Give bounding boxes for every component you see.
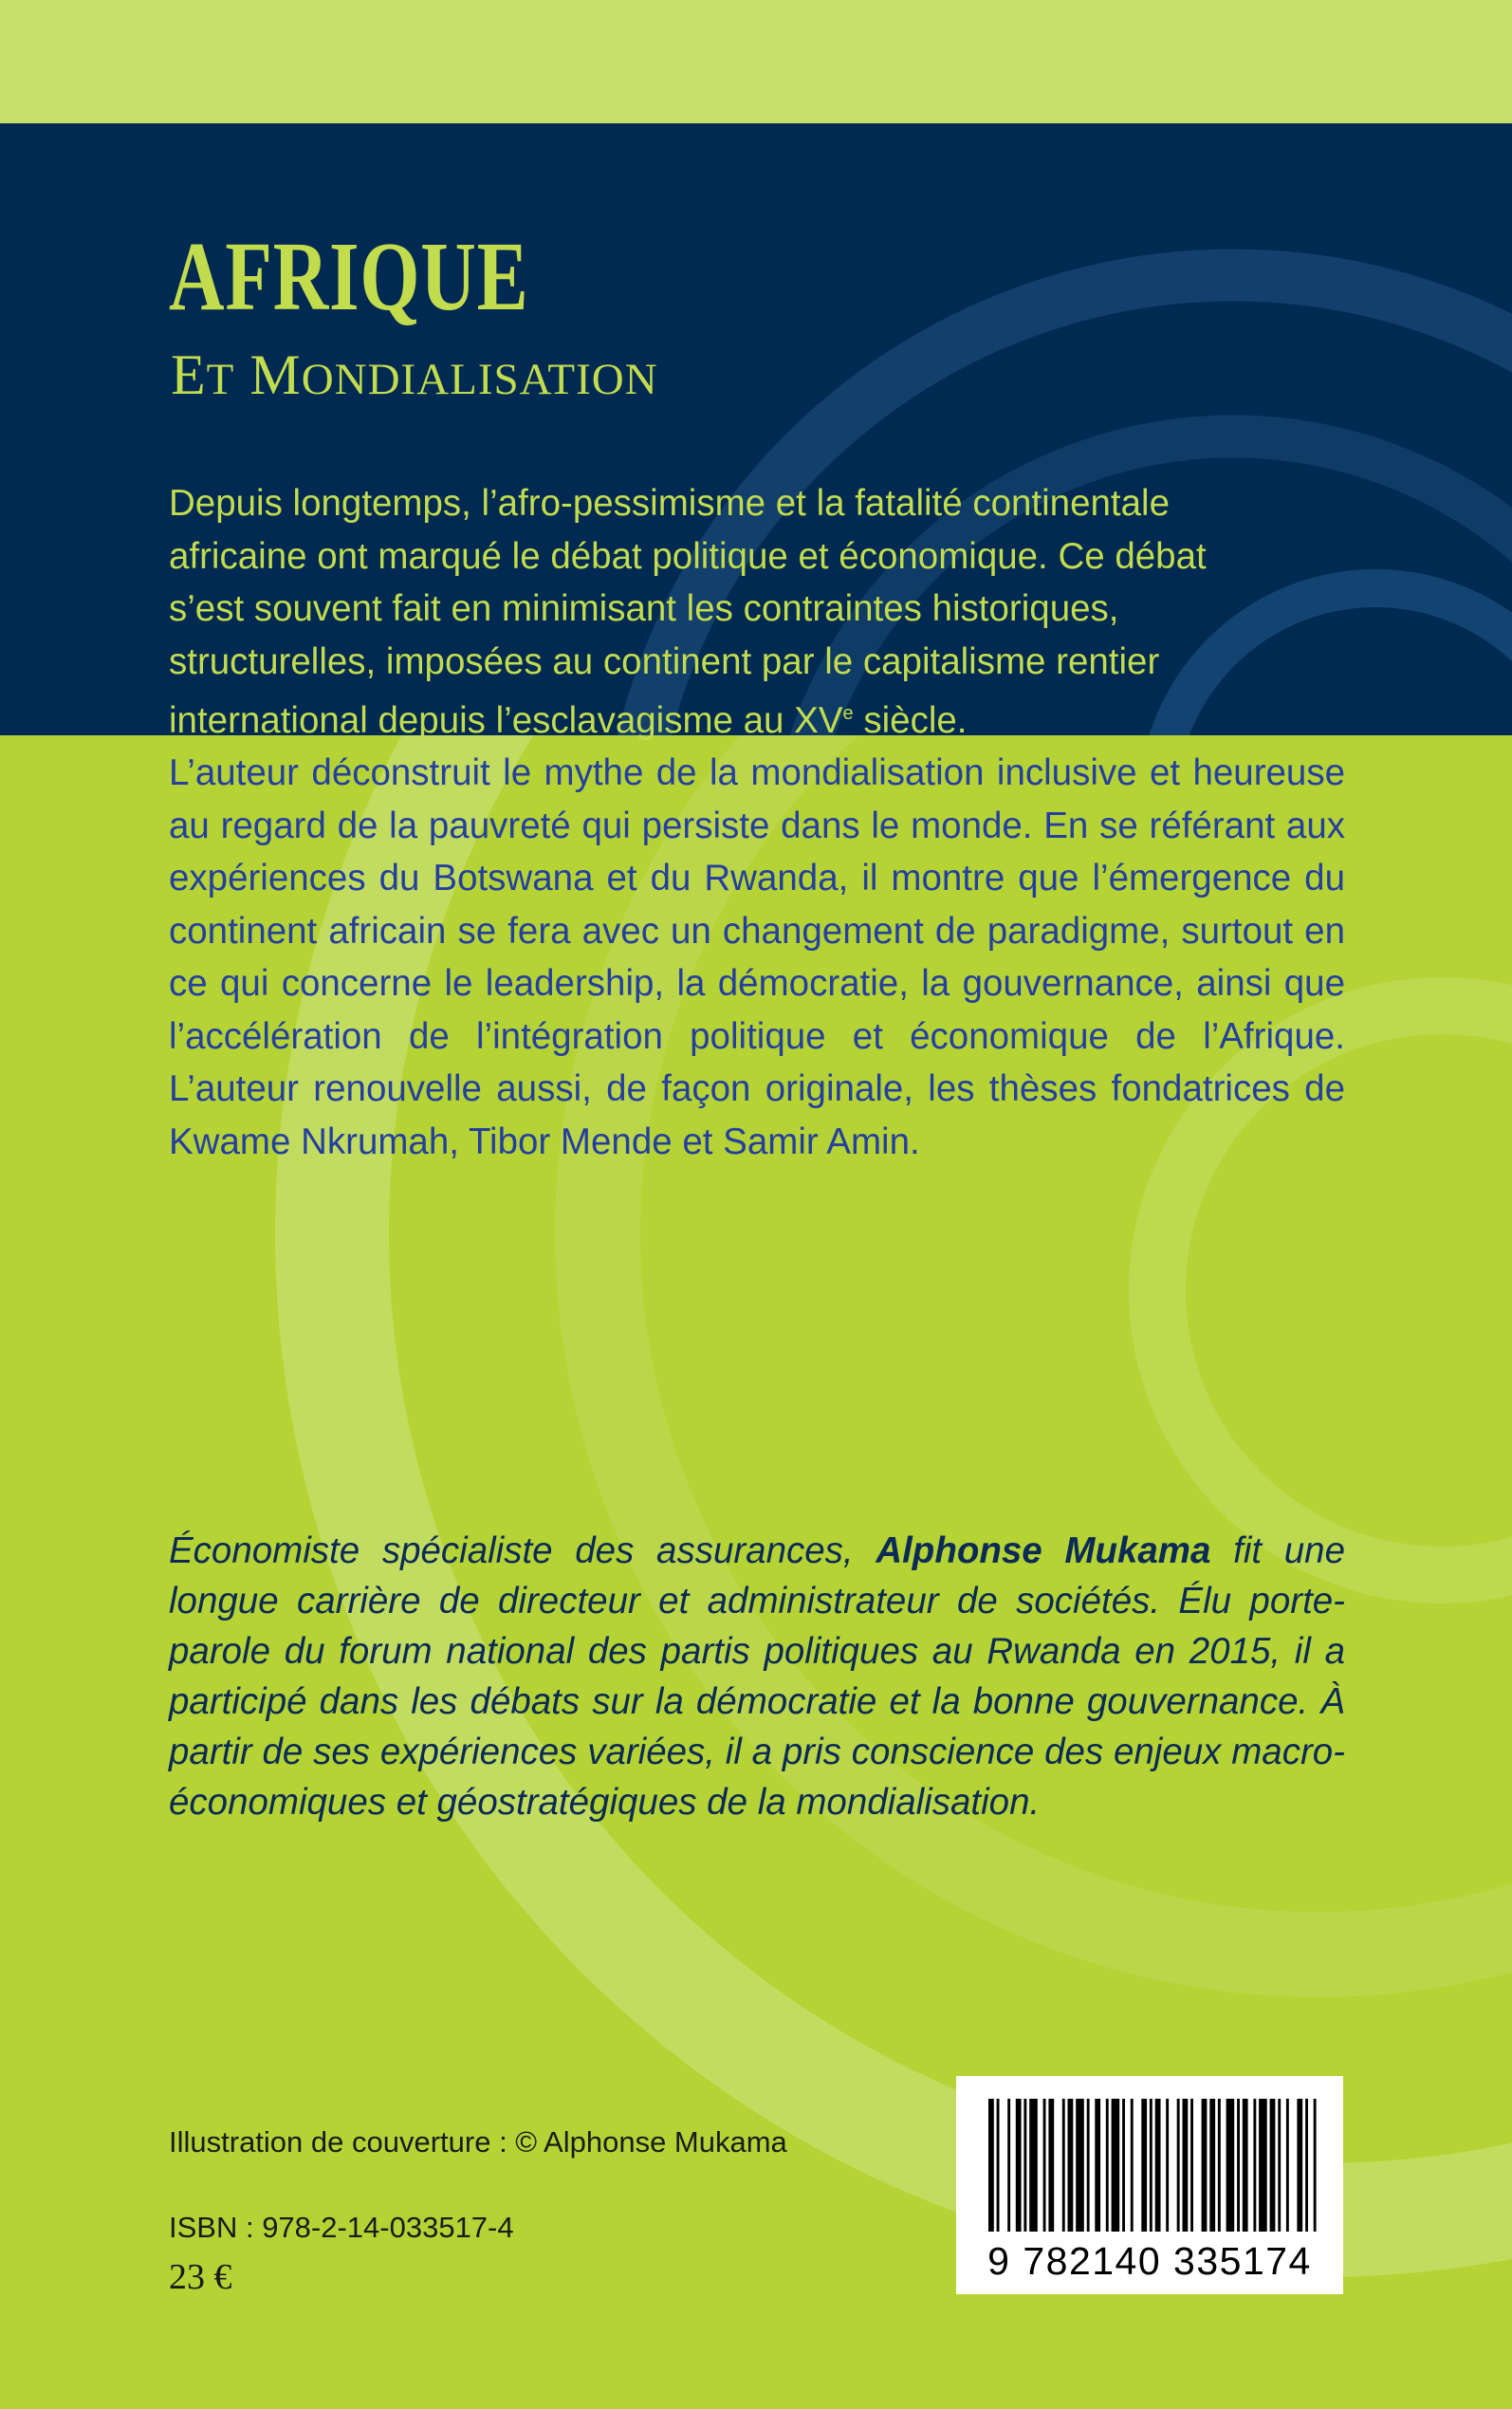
description-line: s’est souvent fait en minimisant les contraintes historiques, xyxy=(169,588,1119,629)
barcode-bar xyxy=(1029,2099,1038,2232)
barcode-bar xyxy=(1023,2099,1026,2232)
barcode-bar xyxy=(1190,2099,1193,2232)
barcode-bar xyxy=(1166,2099,1169,2232)
barcode-bar xyxy=(1112,2099,1120,2232)
barcode-bar xyxy=(1068,2099,1074,2232)
description xyxy=(169,477,1345,1168)
description-paragraph-2: L’auteur déconstruit le mythe de la mondialisation inclusive et heureuse au regard de la pauvreté qui persiste dans le monde. En se référant aux expériences du Botswana et du Rwanda, il montre que l’émergence du continent africain se fera avec un changement de paradigme, surtout en ce qui concerne le leadership, la démocratie, la gouvernance, ainsi que l’accélération de l’intégration politique et économique de l’Afrique. L’auteur renouvelle aussi, de façon originale, les thèses fondatrices de Kwame Nkrumah, Tibor Mende et Samir Amin. xyxy=(169,752,1345,1162)
barcode-bar xyxy=(1226,2099,1235,2232)
barcode-bar xyxy=(1007,2099,1010,2232)
barcode-bar xyxy=(1253,2099,1256,2232)
barcode-bar xyxy=(1122,2099,1125,2232)
barcode-bar xyxy=(1259,2099,1267,2232)
barcode-bar xyxy=(1095,2099,1100,2232)
barcode-bar xyxy=(1106,2099,1109,2232)
book-title: AFRIQUE xyxy=(169,222,529,331)
barcode-bar xyxy=(1297,2099,1302,2232)
description-line: structurelles, imposées au continent par le capitalisme rentier xyxy=(169,640,1160,682)
description-line: Depuis longtemps, l’afro-pessimisme et la fatalité continentale xyxy=(169,483,1170,524)
barcode-bar xyxy=(1209,2099,1215,2232)
barcode-bar xyxy=(1141,2099,1147,2232)
barcode-bar xyxy=(1048,2099,1054,2232)
price: 23 € xyxy=(169,2257,232,2297)
barcode-bar xyxy=(1218,2099,1221,2232)
isbn: ISBN : 978-2-14-033517-4 xyxy=(169,2211,514,2244)
barcode xyxy=(956,2076,1343,2294)
author-bio: Économiste spécialiste des assurances, Alphonse Mukama fit une longue carrière de directeur et administrateur de sociétés. Élu porte-parole du forum national des partis politiques au Rwanda en 2015, il a participé dans les débats sur la démocratie et la bonne gouvernance. À partir de ses expériences variées, il a pris conscience des enjeux macro-économiques et géostratégiques de la mondialisation. xyxy=(169,1530,1345,1823)
barcode-bar xyxy=(1016,2099,1022,2232)
barcode-digits: 9 782140 335174 xyxy=(987,2239,1312,2283)
barcode-bar xyxy=(988,2099,994,2232)
barcode-bar xyxy=(1177,2099,1180,2232)
description-line: africaine ont marqué le débat politique et économique. Ce débat xyxy=(169,535,1207,577)
barcode-bar xyxy=(1286,2099,1289,2232)
barcode-bar xyxy=(1150,2099,1152,2232)
cover-illustration-credit: Illustration de couverture : © Alphonse Mukama xyxy=(169,2125,787,2159)
barcode-bar xyxy=(997,2099,1000,2232)
barcode-bar xyxy=(1043,2099,1046,2232)
barcode-bar xyxy=(1087,2099,1090,2232)
barcode-bar xyxy=(1243,2099,1248,2232)
barcode-bar xyxy=(1155,2099,1161,2232)
barcode-bar xyxy=(1131,2099,1134,2232)
barcode-bar xyxy=(1062,2099,1065,2232)
barcode-bar xyxy=(1314,2099,1317,2232)
barcode-bar xyxy=(1076,2099,1084,2232)
author-name: Alphonse Mukama xyxy=(876,1530,1211,1571)
barcode-bar xyxy=(1202,2099,1208,2232)
barcode-bar xyxy=(1270,2099,1276,2232)
description-line: international depuis l’esclavagisme au XVe siècle. xyxy=(169,699,968,741)
barcode-bar xyxy=(1183,2099,1189,2232)
book-subtitle: ET MONDIALISATION xyxy=(171,343,658,406)
barcode-bar xyxy=(1278,2099,1281,2232)
barcode-bar xyxy=(1237,2099,1240,2232)
barcode-bar xyxy=(1305,2099,1308,2232)
